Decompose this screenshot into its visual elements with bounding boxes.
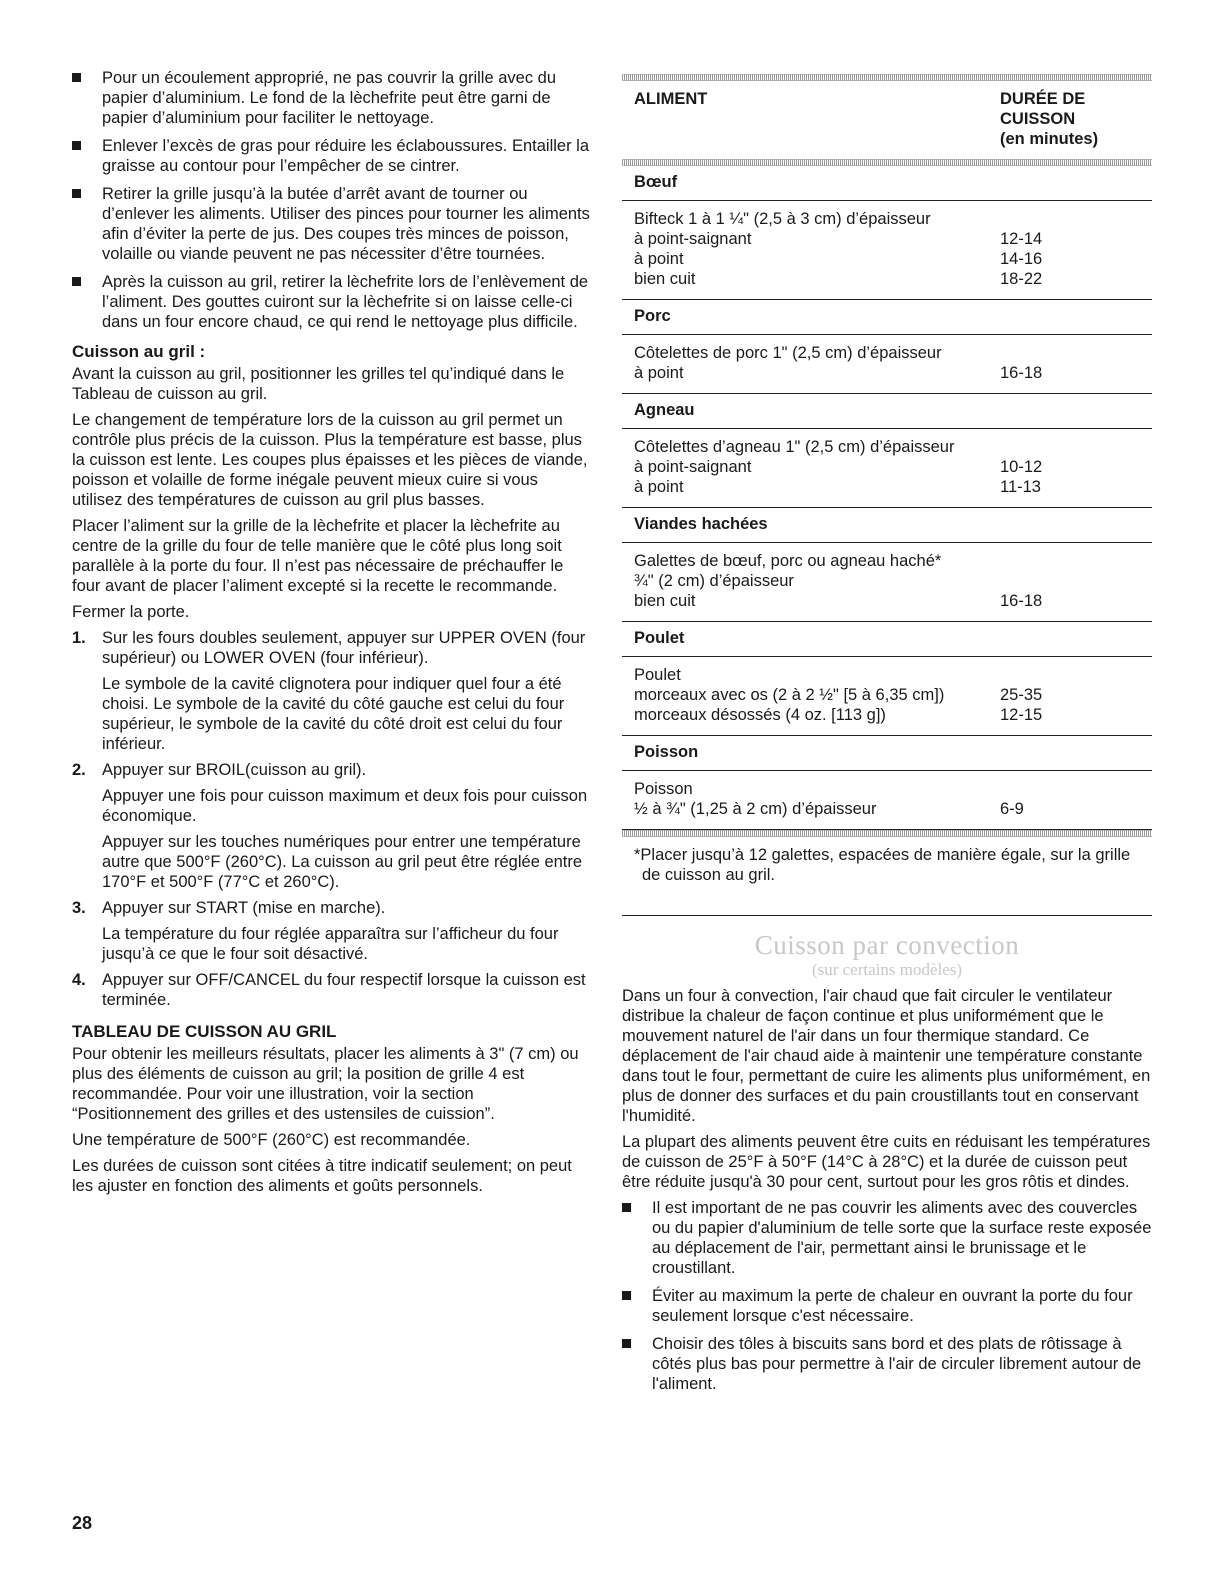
table-cell-food: bien cuit	[634, 592, 696, 610]
table-cell-time: 6-9	[1000, 800, 1024, 818]
table-cell-time	[1000, 209, 1140, 229]
paragraph: Placer l’aliment sur la grille de la lèchefrite et placer la lèchefrite au centre de la grille du four de telle manière que le côté plus long soit parallèle à la porte du four. Il n’est pas nécessaire de préchauffer le four avant de placer l’aliment excepté si la recette le recommande.	[72, 517, 564, 595]
paragraph: La plupart des aliments peuvent être cuits en réduisant les températures de cuisson de 25°F à 50°F (14°C à 28°C) et la durée de cuisson peut être réduite jusqu'à 30 pour cent, surtout pour les gros rôtis et dindes.	[622, 1133, 1151, 1191]
bullet-square-icon	[622, 1339, 631, 1348]
bullet-square-icon	[622, 1291, 631, 1300]
table-cell-time: 12-14	[1000, 230, 1043, 248]
table-cell-time	[1000, 779, 1140, 799]
section-divider	[622, 915, 1152, 916]
paragraph: Une température de 500°F (260°C) est recommandée.	[72, 1131, 471, 1149]
bullet-square-icon	[72, 189, 81, 198]
table-cell-time: 16-18	[1000, 364, 1043, 382]
table-cell-food: Bifteck 1 à 1 ¼" (2,5 à 3 cm) d’épaisseur	[634, 210, 931, 228]
table-footnote: *Placer jusqu’à 12 galettes, espacées de manière égale, sur la grille de cuisson au gril.	[634, 846, 1131, 884]
table-category-rows	[622, 201, 1152, 300]
table-cell-food: à point	[634, 364, 684, 382]
table-category: Poulet	[622, 622, 1152, 657]
table-row	[634, 571, 1140, 591]
table-category: Agneau	[622, 394, 1152, 429]
list-item: Retirer la grille jusqu’à la butée d’arrêt avant de tourner ou d’enlever les aliments. Utiliser des pinces pour tourner les aliments afin d’éviter la perte de jus. Des coupes très minces de poisson, volaille ou viande peuvent ne pas nécessiter d’être tournées.	[72, 184, 592, 264]
table-cell-time: 25-35	[1000, 686, 1043, 704]
table-category: Poisson	[622, 736, 1152, 771]
table-row	[634, 229, 1140, 249]
paragraph: Dans un four à convection, l'air chaud que fait circuler le ventilateur distribue la chaleur de façon continue et plus uniformément que le mouvement naturel de l'air dans un four thermique standard. Ce déplacement de l'air chaud aide à maintenir une température constante dans tout le four, permettant de cuire les aliments plus uniformément, en plus de donner des surfaces et du pain croustillants tout en conservant l'humidité.	[622, 987, 1151, 1125]
step-item	[72, 970, 592, 1010]
table-header-border	[622, 159, 1152, 166]
table-row	[634, 437, 1140, 457]
table-header	[622, 81, 1152, 159]
table-cell-food: ¾" (2 cm) d’épaisseur	[634, 572, 794, 590]
step-number: 4.	[72, 971, 86, 989]
table-row	[634, 477, 1140, 497]
table-row	[634, 665, 1140, 685]
table-cell-food: Galettes de bœuf, porc ou agneau haché*	[634, 552, 942, 570]
step-text: Appuyer sur BROIL(cuisson au gril).	[102, 761, 367, 779]
right-column	[622, 74, 1152, 1402]
table-cell-time: 10-12	[1000, 458, 1043, 476]
convection-tips-list	[622, 1198, 1152, 1394]
section-heading-broiling: Cuisson au gril :	[72, 342, 206, 361]
broil-steps-list	[72, 628, 592, 1010]
table-cell-time	[1000, 571, 1140, 591]
left-column	[72, 68, 592, 1202]
table-row	[634, 249, 1140, 269]
table-cell-time	[1000, 665, 1140, 685]
table-cell-time: 14-16	[1000, 250, 1043, 268]
column-header-time: DURÉE DE CUISSON (en minutes)	[1000, 90, 1099, 148]
table-category-rows	[622, 429, 1152, 508]
table-row	[634, 269, 1140, 289]
table-cell-time	[1000, 551, 1140, 571]
step-detail: Appuyer sur les touches numériques pour entrer une température autre que 500°F (260°C). La cuisson au gril peut être réglée entre 170°F et 500°F (77°C et 260°C).	[102, 833, 583, 891]
step-number: 1.	[72, 629, 86, 647]
paragraph: Les durées de cuisson sont citées à titre indicatif seulement; on peut les ajuster en fonction des aliments et goûts personnels.	[72, 1157, 572, 1195]
table-cell-food: à point	[634, 250, 684, 268]
table-row	[634, 685, 1140, 705]
table-row	[634, 799, 1140, 819]
table-cell-food: Côtelettes d’agneau 1" (2,5 cm) d’épaisseur	[634, 438, 955, 456]
paragraph: Pour obtenir les meilleurs résultats, placer les aliments à 3" (7 cm) ou plus des éléments de cuisson au gril; la position de grille 4 est recommandée. Pour voir une illustration, voir la section “Positionnement des grilles et des ustensiles de cuission”.	[72, 1045, 579, 1123]
column-header-food: ALIMENT	[634, 90, 708, 108]
table-cell-food: ½ à ¾" (1,25 à 2 cm) d’épaisseur	[634, 800, 877, 818]
step-detail: Appuyer une fois pour cuisson maximum et deux fois pour cuisson économique.	[102, 787, 588, 825]
table-row	[634, 457, 1140, 477]
table-cell-food: bien cuit	[634, 270, 696, 288]
table-top-border	[622, 74, 1152, 81]
table-cell-time: 18-22	[1000, 270, 1043, 288]
step-text: Appuyer sur OFF/CANCEL du four respectif lorsque la cuisson est terminée.	[102, 971, 586, 1009]
table-row	[634, 343, 1140, 363]
table-cell-food: morceaux désossés (4 oz. [113 g])	[634, 706, 886, 724]
table-category: Bœuf	[622, 166, 1152, 201]
step-text: Sur les fours doubles seulement, appuyer sur UPPER OVEN (four supérieur) ou LOWER OVEN (four inférieur).	[102, 629, 586, 667]
table-cell-time: 11-13	[1000, 478, 1041, 496]
table-row	[634, 591, 1140, 611]
table-row	[634, 363, 1140, 383]
table-bottom-border	[622, 830, 1152, 837]
table-cell-food: à point-saignant	[634, 458, 752, 476]
table-cell-food: morceaux avec os (2 à 2 ½" [5 à 6,35 cm])	[634, 686, 945, 704]
convection-subtitle: (sur certains modèles)	[811, 960, 963, 979]
list-item: Après la cuisson au gril, retirer la lèchefrite lors de l’enlèvement de l’aliment. Des gouttes cuiront sur la lèchefrite si on laisse celle-ci dans un four encore chaud, ce qui rend le nettoyage plus difficile.	[72, 272, 592, 332]
table-row	[634, 209, 1140, 229]
convection-title: Cuisson par convection	[754, 930, 1020, 960]
step-text: Appuyer sur START (mise en marche).	[102, 899, 386, 917]
bullet-square-icon	[72, 277, 81, 286]
broil-tips-list	[72, 68, 592, 332]
table-cell-food: à point-saignant	[634, 230, 752, 248]
table-category-rows	[622, 771, 1152, 830]
step-item	[72, 628, 592, 754]
list-item: Il est important de ne pas couvrir les aliments avec des couvercles ou du papier d'aluminium de telle sorte que la surface reste exposée au déplacement de l'air, permettant ainsi le brunissage et le croustillant.	[622, 1198, 1152, 1278]
table-cell-time: 16-18	[1000, 592, 1043, 610]
paragraph: Fermer la porte.	[72, 603, 190, 621]
table-cell-time	[1000, 437, 1140, 457]
table-row	[634, 551, 1140, 571]
step-number: 2.	[72, 761, 86, 779]
list-item: Pour un écoulement approprié, ne pas couvrir la grille avec du papier d’aluminium. Le fond de la lèchefrite peut être garni de papier d’aluminium pour faciliter le nettoyage.	[72, 68, 592, 128]
paragraph: Le changement de température lors de la cuisson au gril permet un contrôle plus précis de la cuisson. Plus la température est basse, plus la cuisson est lente. Les coupes plus épaisses et les pièces de viande, poisson et volaille de forme inégale peuvent mieux cuire si vous utilisez des températures de cuisson au gril plus basses.	[72, 411, 588, 509]
table-cell-food: Poisson	[634, 780, 693, 798]
step-number: 3.	[72, 899, 86, 917]
list-item: Choisir des tôles à biscuits sans bord et des plats de rôtissage à côtés plus bas pour permettre à l'air de circuler librement autour de l'aliment.	[622, 1334, 1152, 1394]
paragraph: Avant la cuisson au gril, positionner les grilles tel qu’indiqué dans le Tableau de cuisson au gril.	[72, 365, 565, 403]
table-cell-food: à point	[634, 478, 684, 496]
table-category: Viandes hachées	[622, 508, 1152, 543]
page-number: 28	[72, 1513, 93, 1533]
step-detail: La température du four réglée apparaîtra sur l’afficheur du four jusqu’à ce que le four soit désactivé.	[102, 925, 559, 963]
table-row	[634, 705, 1140, 725]
step-item	[72, 760, 592, 892]
bullet-square-icon	[72, 73, 81, 82]
table-row	[634, 779, 1140, 799]
table-category-rows	[622, 335, 1152, 394]
table-category: Porc	[622, 300, 1152, 335]
table-category-rows	[622, 543, 1152, 622]
step-detail: Le symbole de la cavité clignotera pour indiquer quel four a été choisi. Le symbole de la cavité du côté gauche est celui du four supérieur, le symbole de la cavité du côté droit est celui du four inférieur.	[102, 675, 565, 753]
broil-chart-table-body	[622, 166, 1152, 830]
table-cell-food: Poulet	[634, 666, 681, 684]
table-cell-time: 12-15	[1000, 706, 1043, 724]
table-category-rows	[622, 657, 1152, 736]
table-cell-food: Côtelettes de porc 1" (2,5 cm) d’épaisseur	[634, 344, 942, 362]
section-heading-broil-chart: TABLEAU DE CUISSON AU GRIL	[72, 1022, 337, 1041]
list-item: Éviter au maximum la perte de chaleur en ouvrant la porte du four seulement lorsque c'est nécessaire.	[622, 1286, 1152, 1326]
table-cell-time	[1000, 343, 1140, 363]
list-item: Enlever l’excès de gras pour réduire les éclaboussures. Entailler la graisse au contour pour l’empêcher de se cintrer.	[72, 136, 592, 176]
bullet-square-icon	[72, 141, 81, 150]
step-item	[72, 898, 592, 964]
bullet-square-icon	[622, 1203, 631, 1212]
